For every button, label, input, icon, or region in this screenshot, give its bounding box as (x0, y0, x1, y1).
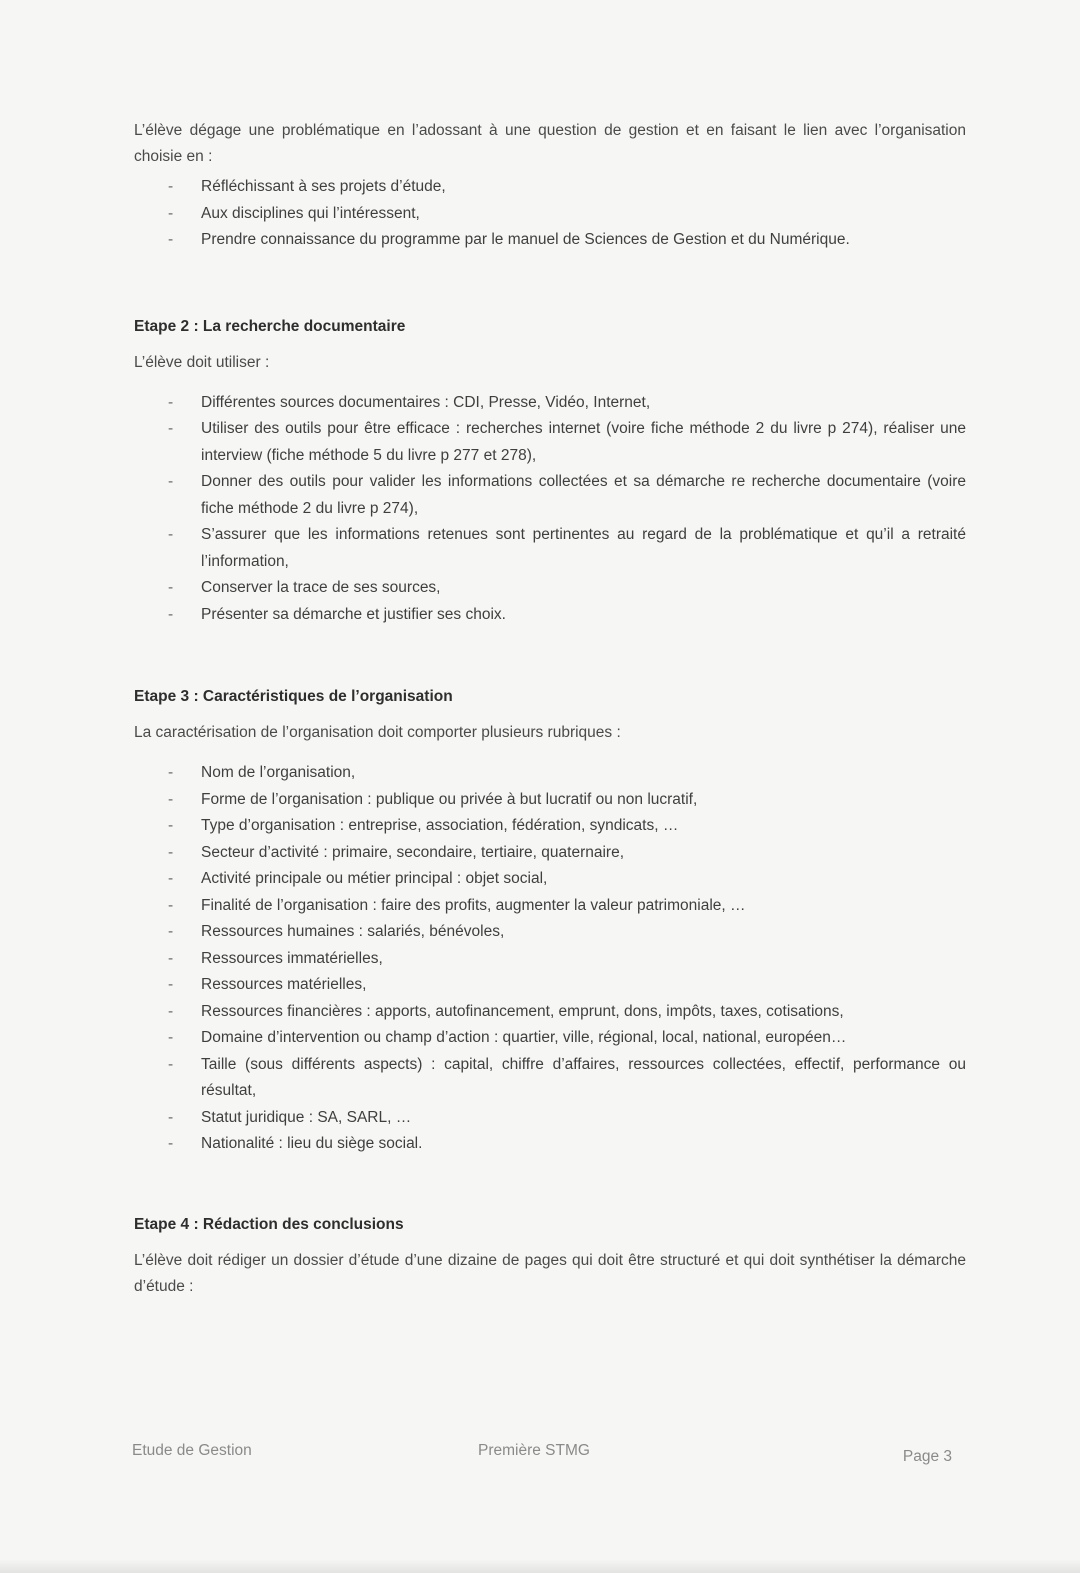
list-item: - Nationalité : lieu du siège social. (134, 1131, 966, 1158)
list-item: - Secteur d’activité : primaire, secondaire, tertiaire, quaternaire, (134, 840, 966, 867)
list-item: - Différentes sources documentaires : CDI, Presse, Vidéo, Internet, (134, 390, 966, 417)
list-item: - Conserver la trace de ses sources, (134, 575, 966, 602)
section-list (134, 760, 966, 1158)
page-footer (132, 1442, 956, 1472)
list-item: - Activité principale ou métier principal : objet social, (134, 866, 966, 893)
section-intro: L’élève doit rédiger un dossier d’étude d’une dizaine de pages qui doit être structuré et qui doit synthétiser la démarche d’étude : (134, 1251, 966, 1295)
list-item: - Donner des outils pour valider les informations collectées et sa démarche re recherche documentaire (voire fiche méthode 2 du livre p 274), (134, 469, 966, 522)
list-item: - Ressources humaines : salariés, bénévoles, (134, 919, 966, 946)
section-intro: La caractérisation de l’organisation doit comporter plusieurs rubriques : (134, 724, 621, 741)
section-title: Etape 4 : Rédaction des conclusions (134, 1215, 404, 1233)
footer-class: Première STMG (478, 1442, 590, 1459)
section-intro: L’élève doit utiliser : (134, 353, 270, 371)
page-content (134, 118, 966, 1300)
list-item: - Ressources financières : apports, autofinancement, emprunt, dons, impôts, taxes, cotisations, (134, 999, 966, 1026)
section-etape-3 (134, 684, 966, 1158)
list-item: - Forme de l’organisation : publique ou privée à but lucratif ou non lucratif, (134, 787, 966, 814)
section-title: Etape 2 : La recherche documentaire (134, 317, 406, 335)
list-item: - Type d’organisation : entreprise, association, fédération, syndicats, … (134, 813, 966, 840)
intro-list (134, 174, 966, 254)
list-item: - Ressources immatérielles, (134, 946, 966, 973)
footer-course: Etude de Gestion (132, 1442, 252, 1459)
intro-paragraph: L’élève dégage une problématique en l’adossant à une question de gestion et en faisant le lien avec l’organisation choisie en : (134, 122, 966, 165)
list-item: - Aux disciplines qui l’intéressent, (134, 201, 966, 228)
list-item: - Finalité de l’organisation : faire des profits, augmenter la valeur patrimoniale, … (134, 893, 966, 920)
list-item: - Utiliser des outils pour être efficace : recherches internet (voire fiche méthode 2 du livre p 274), réaliser une interview (fiche méthode 5 du livre p 277 et 278), (134, 416, 966, 469)
list-item: - Domaine d’intervention ou champ d’action : quartier, ville, régional, local, national, européen… (134, 1025, 966, 1052)
list-item: - Prendre connaissance du programme par le manuel de Sciences de Gestion et du Numérique. (134, 227, 966, 254)
section-etape-2 (134, 314, 966, 629)
list-item: - Taille (sous différents aspects) : capital, chiffre d’affaires, ressources collectées, effectif, performance ou résultat, (134, 1052, 966, 1105)
footer-page-number: Page 3 (902, 1448, 952, 1465)
list-item: - Présenter sa démarche et justifier ses choix. (134, 602, 966, 629)
section-list (134, 390, 966, 629)
page-edge-shadow (0, 1559, 1080, 1573)
section-title: Etape 3 : Caractéristiques de l’organisation (134, 688, 453, 705)
list-item: - Nom de l’organisation, (134, 760, 966, 787)
section-etape-4 (134, 1212, 966, 1300)
list-item: - Réfléchissant à ses projets d’étude, (134, 174, 966, 201)
list-item: - Statut juridique : SA, SARL, … (134, 1105, 966, 1132)
list-item: - Ressources matérielles, (134, 972, 966, 999)
list-item: - S’assurer que les informations retenues sont pertinentes au regard de la problématique et qu’il a retraité l’information, (134, 522, 966, 575)
